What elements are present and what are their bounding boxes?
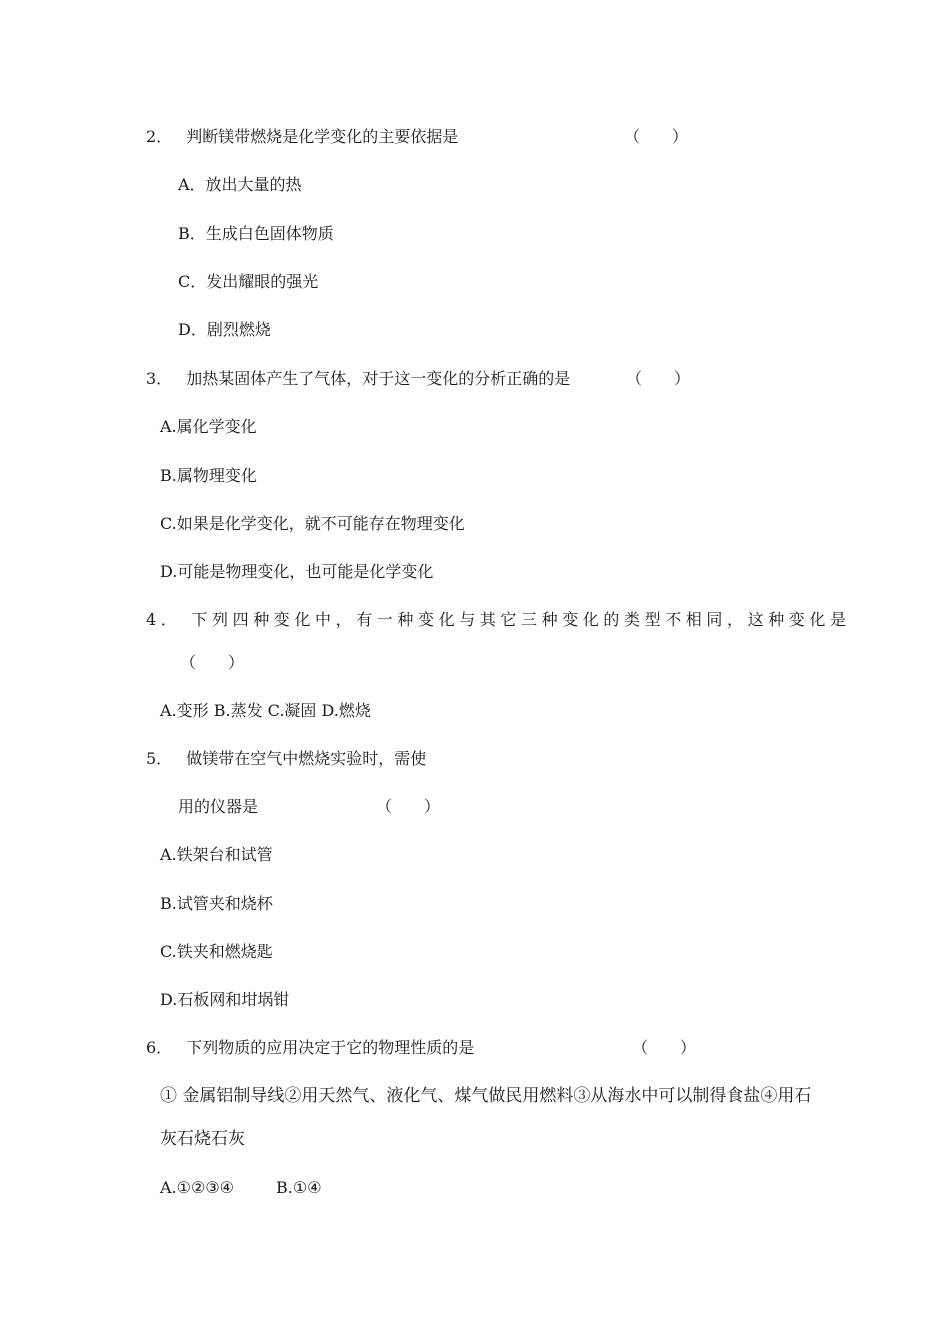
question-text: 下列四种变化中，有一种变化与其它三种变化的类型不相同，这种变化是 <box>191 610 851 629</box>
answer-parentheses: （ ） <box>180 653 245 672</box>
statement-list-line-2: 灰石烧石灰 <box>160 1129 245 1149</box>
question-number: 5． <box>146 749 173 768</box>
answer-parentheses: （ ） <box>376 797 441 816</box>
option-c: C．发出耀眼的强光 <box>178 272 319 291</box>
option-b: B.属物理变化 <box>160 466 257 485</box>
question-text: 做镁带在空气中燃烧实验时，需使 <box>186 749 427 768</box>
option-b: B.试管夹和烧杯 <box>160 894 273 913</box>
question-number: 3． <box>146 369 173 388</box>
option-b: B．生成白色固体物质 <box>178 224 334 243</box>
option-a: A.铁架台和试管 <box>160 845 273 864</box>
question-5-stem <box>146 749 426 769</box>
option-d: D．剧烈燃烧 <box>178 320 271 339</box>
option-c: C.如果是化学变化，就不可能存在物理变化 <box>160 514 465 533</box>
question-4-stem <box>146 610 851 630</box>
option-row <box>160 1178 322 1198</box>
question-number: 6． <box>146 1038 173 1057</box>
option-d: D.可能是物理变化，也可能是化学变化 <box>160 562 434 581</box>
question-number: 2． <box>146 127 173 146</box>
question-2-stem <box>146 127 458 147</box>
statement-list-line-1: ① 金属铝制导线②用天然气、液化气、煤气做民用燃料③从海水中可以制得食盐④用石 <box>160 1086 812 1106</box>
option-row: A.变形 B.蒸发 C.凝固 D.燃烧 <box>160 701 371 720</box>
answer-parentheses: （ ） <box>632 1038 697 1057</box>
question-number: 4． <box>146 610 182 629</box>
answer-parentheses: （ ） <box>626 369 691 388</box>
option-a: A.属化学变化 <box>160 417 257 436</box>
question-text: 加热某固体产生了气体，对于这一变化的分析正确的是 <box>186 369 571 388</box>
question-6-stem <box>146 1038 474 1058</box>
option-d: D.石板网和坩埚钳 <box>160 990 290 1009</box>
question-text: 下列物质的应用决定于它的物理性质的是 <box>186 1038 475 1057</box>
option-b: B.①④ <box>276 1178 322 1197</box>
option-a: A．放出大量的热 <box>178 175 302 194</box>
question-text: 判断镁带燃烧是化学变化的主要依据是 <box>186 127 459 146</box>
question-text-continued: 用的仪器是 <box>178 797 259 816</box>
question-3-stem <box>146 369 570 389</box>
answer-parentheses: （ ） <box>624 127 689 146</box>
option-a: A.①②③④ <box>160 1178 235 1197</box>
option-c: C.铁夹和燃烧匙 <box>160 942 273 961</box>
